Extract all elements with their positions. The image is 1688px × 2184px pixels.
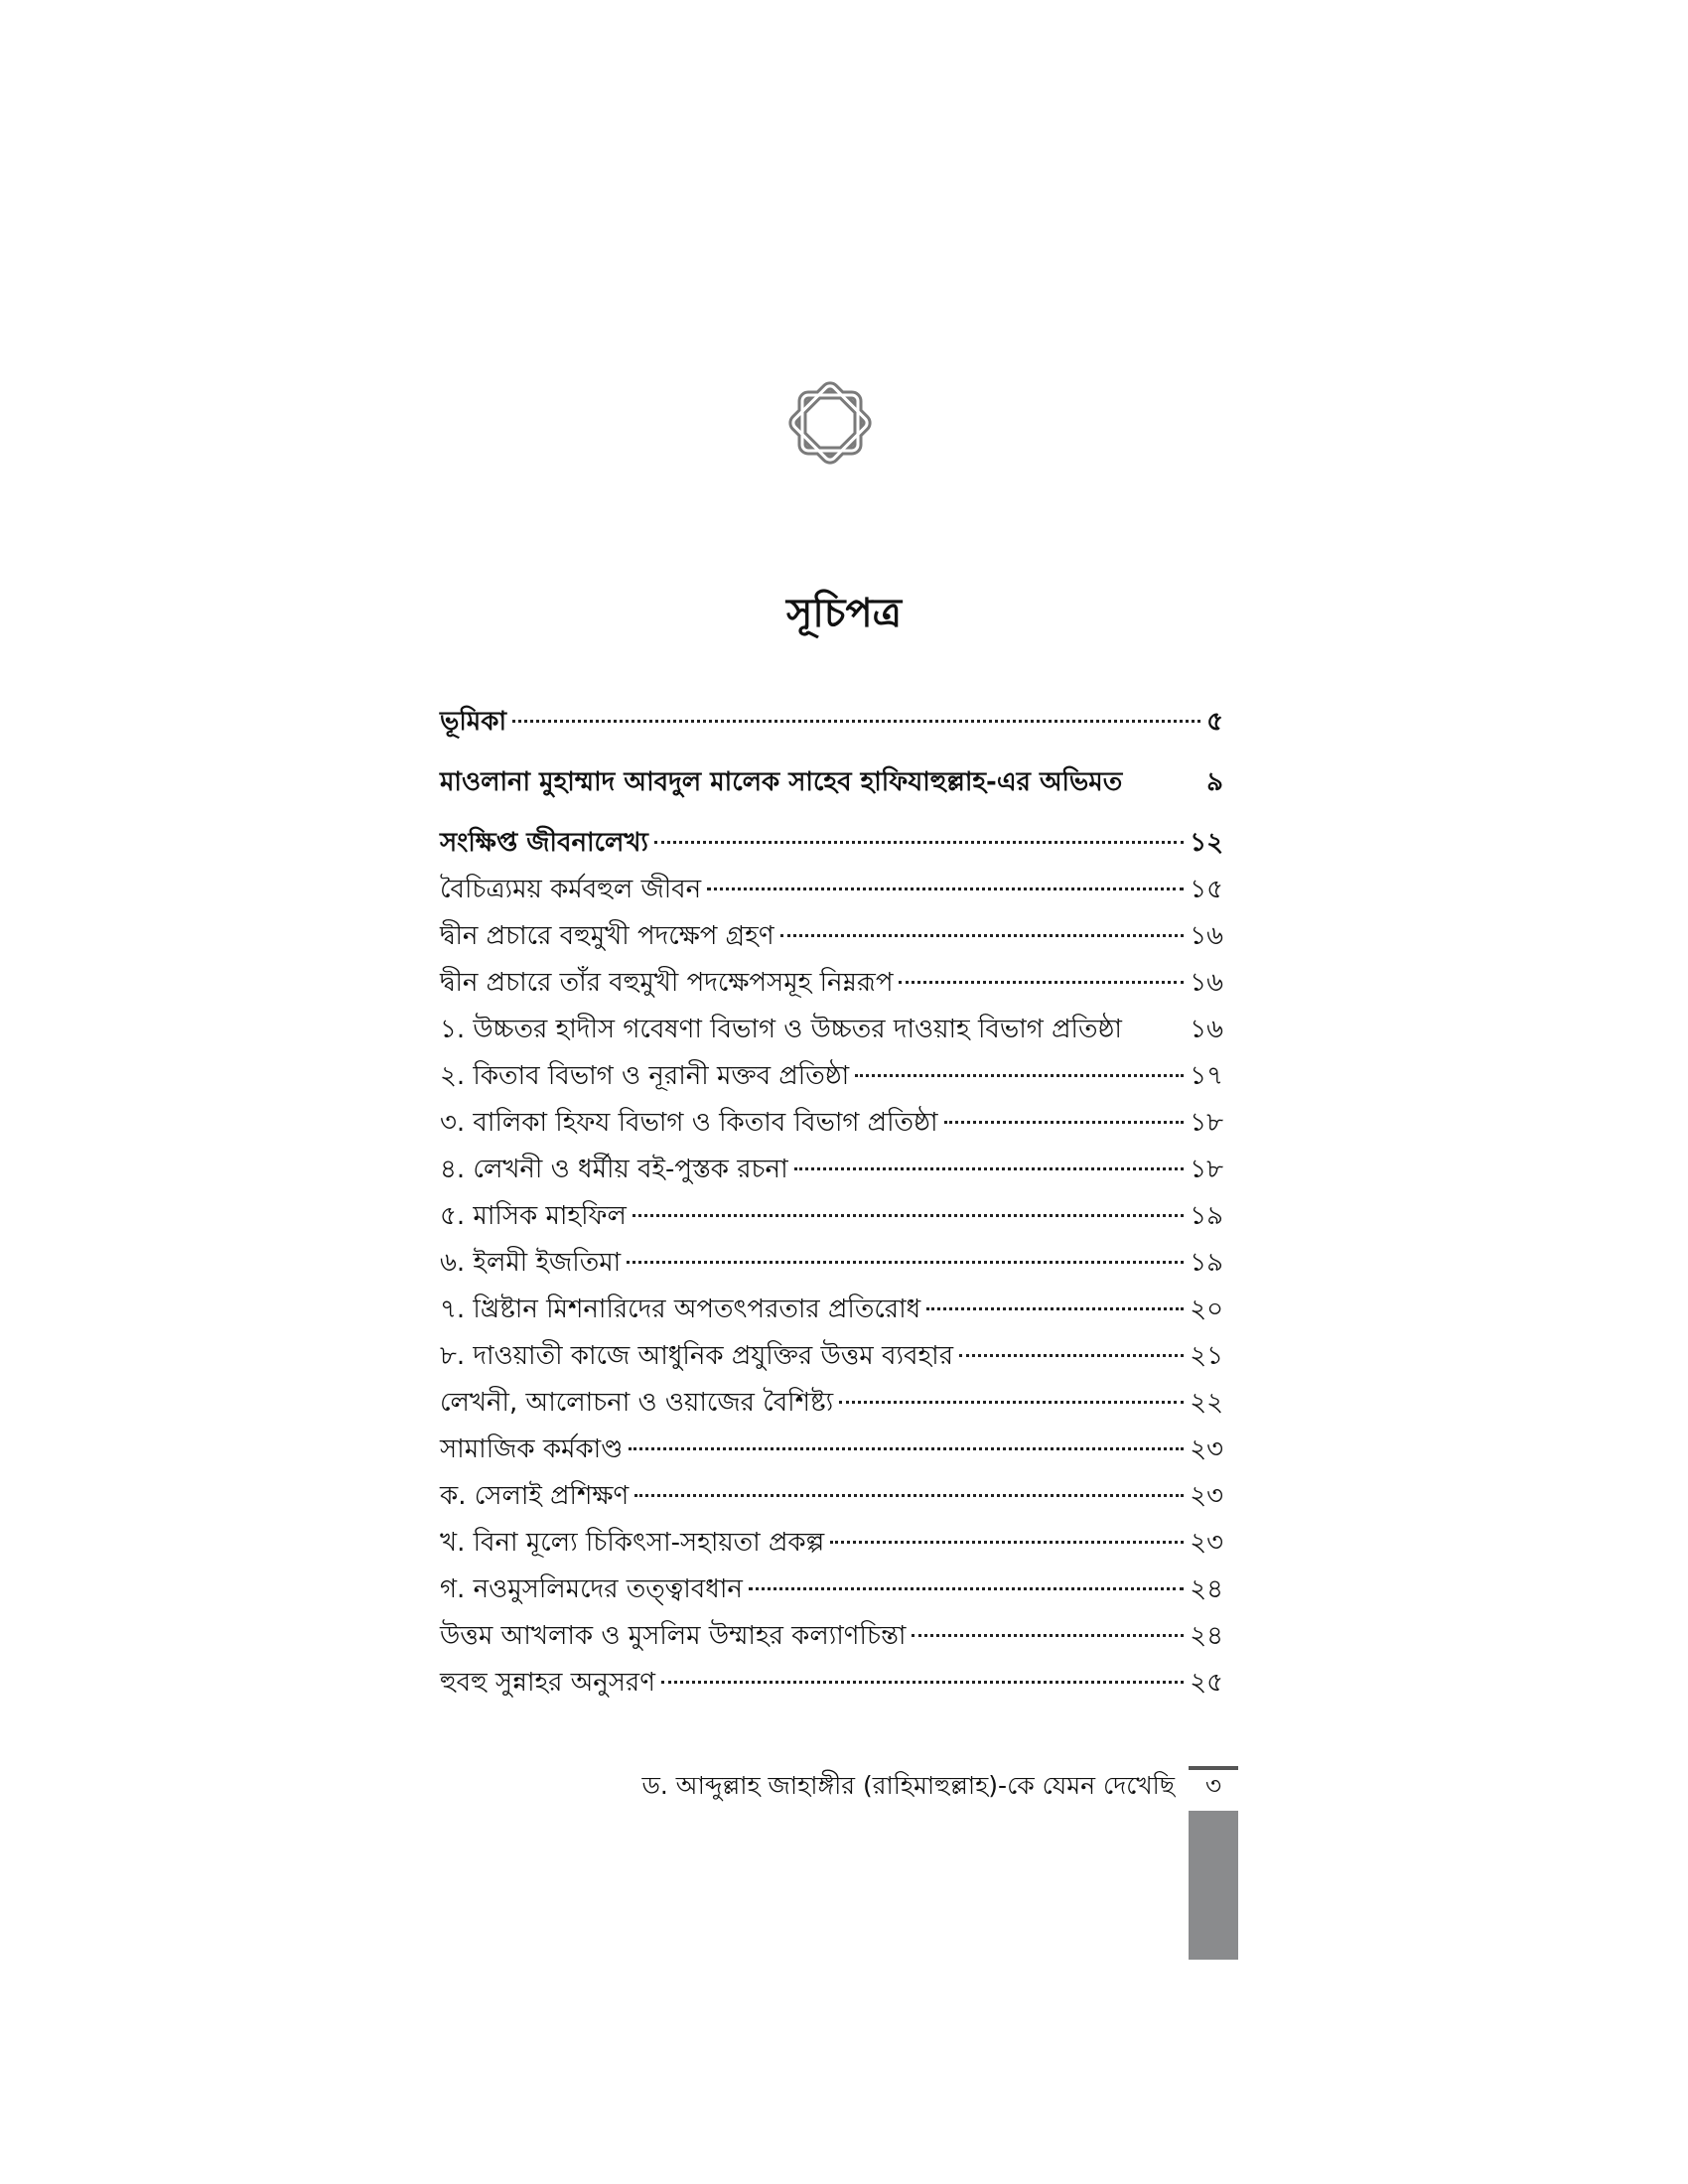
toc-entry (440, 1427, 1223, 1473)
toc-entry-page: ১৬ (1190, 1015, 1223, 1044)
toc-entry (440, 699, 1223, 746)
dot-leader (912, 1634, 1184, 1637)
toc-entry (440, 1240, 1223, 1287)
toc-entry (440, 1660, 1223, 1706)
dot-leader (944, 1121, 1185, 1124)
dot-leader (654, 841, 1184, 844)
toc-entry-label: সংক্ষিপ্ত জীবনালেখ্য (440, 828, 648, 858)
toc-entry (440, 820, 1223, 867)
toc-entry-page: ২৪ (1190, 1574, 1223, 1604)
toc-entry-label: ২. কিতাব বিভাগ ও নূরানী মক্তব প্রতিষ্ঠা (440, 1061, 850, 1091)
toc-entry-page: ১৮ (1190, 1108, 1223, 1138)
dot-leader (794, 1167, 1185, 1170)
toc-entry (440, 1053, 1223, 1100)
toc-entry-page: ১৫ (1190, 875, 1223, 904)
dot-leader (634, 1494, 1184, 1497)
toc-entry-page: ২৩ (1190, 1434, 1223, 1464)
toc-entry-label: দ্বীন প্রচারে বহুমুখী পদক্ষেপ গ্রহণ (440, 921, 774, 951)
toc-entry (440, 1380, 1223, 1427)
toc-entry-page: ২৩ (1190, 1481, 1223, 1511)
toc-entry (440, 1520, 1223, 1567)
toc-entry (440, 913, 1223, 960)
page-number: ৩ (1204, 1771, 1222, 1800)
toc-entry (440, 1147, 1223, 1193)
toc-entry-page: ১৮ (1190, 1155, 1223, 1184)
dot-leader (926, 1307, 1184, 1310)
toc-entry-page: ২০ (1190, 1295, 1223, 1324)
toc-entry-label: ক. সেলাই প্রশিক্ষণ (440, 1481, 630, 1511)
toc-entry-page: ১৯ (1190, 1248, 1223, 1278)
toc-entry (440, 1473, 1223, 1520)
dot-leader (707, 887, 1184, 890)
toc-entry-label: লেখনী, আলোচনা ও ওয়াজের বৈশিষ্ট্য (440, 1388, 834, 1418)
toc-entry (440, 1333, 1223, 1380)
toc-entry-label: ভূমিকা (440, 707, 506, 737)
toc-entry-label: ৩. বালিকা হিফয বিভাগ ও কিতাব বিভাগ প্রতিষ্ঠা (440, 1108, 938, 1138)
toc-entry (440, 1613, 1223, 1660)
toc-entry-label: দ্বীন প্রচারে তাঁর বহুমুখী পদক্ষেপসমূহ নিম্নরূপ (440, 968, 894, 998)
toc-entry (440, 867, 1223, 913)
toc-entry-label: উত্তম আখলাক ও মুসলিম উম্মাহর কল্যাণচিন্তা (440, 1621, 907, 1651)
toc-entry-page: ২৩ (1190, 1528, 1223, 1558)
toc-entry-label: খ. বিনা মূল্যে চিকিৎসা-সহায়তা প্রকল্প (440, 1528, 825, 1558)
toc-entry (440, 1100, 1223, 1147)
dot-leader (830, 1541, 1184, 1544)
toc-entry-page: ১৭ (1190, 1061, 1223, 1091)
running-title: ড. আব্দুল্লাহ জাহাঙ্গীর (রাহিমাহুল্লাহ)-কে যেমন দেখেছি (641, 1771, 1175, 1800)
dot-leader (959, 1354, 1184, 1357)
toc-entry (440, 1193, 1223, 1240)
toc-entry-label: ৮. দাওয়াতী কাজে আধুনিক প্রযুক্তির উত্তম ব্যবহার (440, 1341, 953, 1371)
toc-entry (440, 1287, 1223, 1333)
dot-leader (661, 1681, 1184, 1684)
toc-entry-page: ৫ (1206, 707, 1223, 737)
table-of-contents (440, 699, 1223, 1706)
toc-entry-page: ২২ (1190, 1388, 1223, 1418)
dot-leader (627, 1261, 1184, 1264)
toc-entry-label: মাওলানা মুহাম্মাদ আবদুল মালেক সাহেব হাফিযাহুল্লাহ-এর অভিমত (440, 767, 1123, 797)
dot-leader (633, 1214, 1184, 1217)
toc-entry (440, 759, 1223, 806)
toc-entry-label: সামাজিক কর্মকাণ্ড (440, 1434, 624, 1464)
toc-entry-page: ১৬ (1190, 921, 1223, 951)
toc-entry (440, 960, 1223, 1007)
toc-entry-label: ৭. খ্রিষ্টান মিশনারিদের অপতৎপরতার প্রতিরোধ (440, 1295, 921, 1324)
thumb-tab (1189, 1811, 1238, 1960)
toc-entry-label: বৈচিত্র্যময় কর্মবহুল জীবন (440, 875, 702, 904)
toc-entry-label: ৬. ইলমী ইজতিমা (440, 1248, 622, 1278)
toc-entry (440, 1567, 1223, 1613)
toc-entry-page: ১৯ (1190, 1201, 1223, 1231)
dot-leader (629, 1447, 1184, 1450)
toc-entry-page: ৯ (1206, 767, 1223, 797)
toc-entry-label: হুবহু সুন্নাহর অনুসরণ (440, 1668, 655, 1698)
toc-entry-label: ১. উচ্চতর হাদীস গবেষণা বিভাগ ও উচ্চতর দাওয়াহ বিভাগ প্রতিষ্ঠা (440, 1015, 1122, 1044)
toc-entry-label: ৫. মাসিক মাহফিল (440, 1201, 627, 1231)
dot-leader (749, 1587, 1184, 1590)
toc-entry-page: ১২ (1190, 828, 1223, 858)
toc-entry-label: ৪. লেখনী ও ধর্মীয় বই-পুস্তক রচনা (440, 1155, 788, 1184)
star-knot-ornament-icon (780, 373, 880, 473)
toc-entry-label: গ. নওমুসলিমদের তত্ত্বাবধান (440, 1574, 743, 1604)
dot-leader (780, 934, 1185, 937)
toc-entry (440, 1007, 1223, 1053)
dot-leader (512, 720, 1200, 723)
dot-leader (839, 1401, 1184, 1404)
toc-entry-page: ২৪ (1190, 1621, 1223, 1651)
toc-entry-page: ২১ (1190, 1341, 1223, 1371)
dot-leader (899, 981, 1184, 984)
dot-leader (855, 1074, 1184, 1077)
page-title: সূচিপত্র (786, 591, 902, 636)
toc-entry-page: ২৫ (1190, 1668, 1223, 1698)
toc-entry-page: ১৬ (1190, 968, 1223, 998)
